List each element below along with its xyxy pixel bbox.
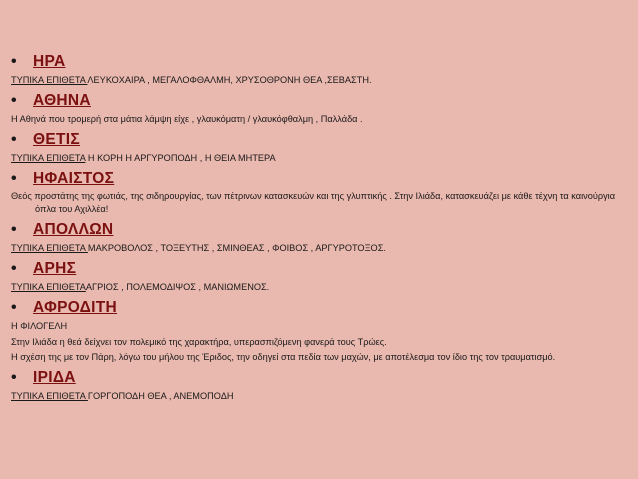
heading-irida — [11, 368, 631, 388]
bullet-icon: • — [11, 260, 17, 277]
section-title: ΑΠΟΛΛΩΝ — [33, 221, 114, 238]
bullet-icon: • — [11, 221, 17, 238]
description-line: Η Αθηνά που τρομερή στα μάτια λάμψη είχε , γλαυκόματη / γλαυκόφθαλμη , Παλλάδα . — [11, 114, 363, 124]
bullet-icon: • — [11, 53, 17, 70]
epithets-line — [11, 389, 631, 403]
epithets-line — [11, 280, 631, 294]
slide-content — [11, 48, 631, 405]
epithets-label: ΤΥΠΙΚΑ ΕΠΙΘΕΤΑ — [11, 153, 86, 163]
bullet-icon: • — [11, 299, 17, 316]
section-title: ΑΘΗΝΑ — [33, 92, 91, 109]
section-title: ΗΦΑΙΣΤΟΣ — [33, 170, 115, 187]
heading-ira — [11, 52, 631, 72]
epithets-text: ΛΕΥΚΟΧΑΙΡΑ , ΜΕΓΑΛΟΦΘΑΛΜΗ, ΧΡΥΣΟΘΡΟΝΗ ΘΕΑ ,ΣΕΒΑΣΤΗ. — [87, 75, 372, 85]
heading-thetis — [11, 130, 631, 150]
description-line: Η σχέση της με τον Πάρη, λόγω του μήλου της Έριδος, την οδηγεί στα πεδία των μαχών, με αποτέλεσμα τον ίδιο της τον τραυματισμό. — [11, 352, 556, 362]
bullet-icon: • — [11, 131, 17, 148]
description-line: Η ΦΙΛΟΓΕΛΗ — [11, 321, 68, 331]
section-title: ΑΡΗΣ — [33, 260, 77, 277]
epithets-label: ΤΥΠΙΚΑ ΕΠΙΘΕΤΑ — [11, 282, 86, 292]
section-title: ΑΦΡΟΔΙΤΗ — [33, 299, 117, 316]
section-title: ΙΡΙΔΑ — [33, 369, 76, 386]
epithets-text: Η ΚΟΡΗ Η ΑΡΓΥΡΟΠΟΔΗ , Η ΘΕΙΑ ΜΗΤΕΡΑ — [85, 153, 276, 163]
description-line: Θεός προστάτης της φωτιάς, της σιδηρουργίας, των πέτρινων κατασκευών και της γλυπτικής . Στην Ιλιάδα, κατασκευάζει με κάθε τέχνη τα καινούργια όπλα του Αχιλλέα! — [11, 191, 616, 214]
bullet-icon: • — [11, 369, 17, 386]
heading-hfaistos — [11, 169, 631, 189]
epithets-line — [11, 151, 631, 165]
heading-apollon — [11, 220, 631, 240]
epithets-line — [11, 241, 631, 255]
heading-athina — [11, 91, 631, 111]
epithets-text: ΓΟΡΓΟΠΟΔΗ ΘΕΑ , ΑΝΕΜΟΠΟΔΗ — [87, 391, 234, 401]
section-title: ΘΕΤΙΣ — [33, 131, 80, 148]
section-title: ΗΡΑ — [33, 53, 66, 70]
epithets-label: ΤΥΠΙΚΑ ΕΠΙΘΕΤΑ — [11, 391, 88, 401]
epithets-text: ΜΑΚΡΟΒΟΛΟΣ , ΤΟΞΕΥΤΗΣ , ΣΜΙΝΘΕΑΣ , ΦΟΙΒΟΣ , ΑΡΓΥΡΟΤΟΞΟΣ. — [87, 243, 386, 253]
bullet-icon: • — [11, 170, 17, 187]
bullet-icon: • — [11, 92, 17, 109]
epithets-line — [11, 73, 631, 87]
heading-afroditi — [11, 298, 631, 318]
epithets-label: ΤΥΠΙΚΑ ΕΠΙΘΕΤΑ — [11, 75, 88, 85]
description-line: Στην Ιλιάδα η θεά δείχνει τον πολεμικό της χαρακτήρα, υπερασπιζόμενη φανερά τους Τρώες. — [11, 337, 387, 347]
epithets-text: ΑΓΡΙΟΣ , ΠΟΛΕΜΟΔΙΨΟΣ , ΜΑΝΙΩΜΕΝΟΣ. — [85, 282, 270, 292]
heading-aris — [11, 259, 631, 279]
epithets-label: ΤΥΠΙΚΑ ΕΠΙΘΕΤΑ — [11, 243, 88, 253]
